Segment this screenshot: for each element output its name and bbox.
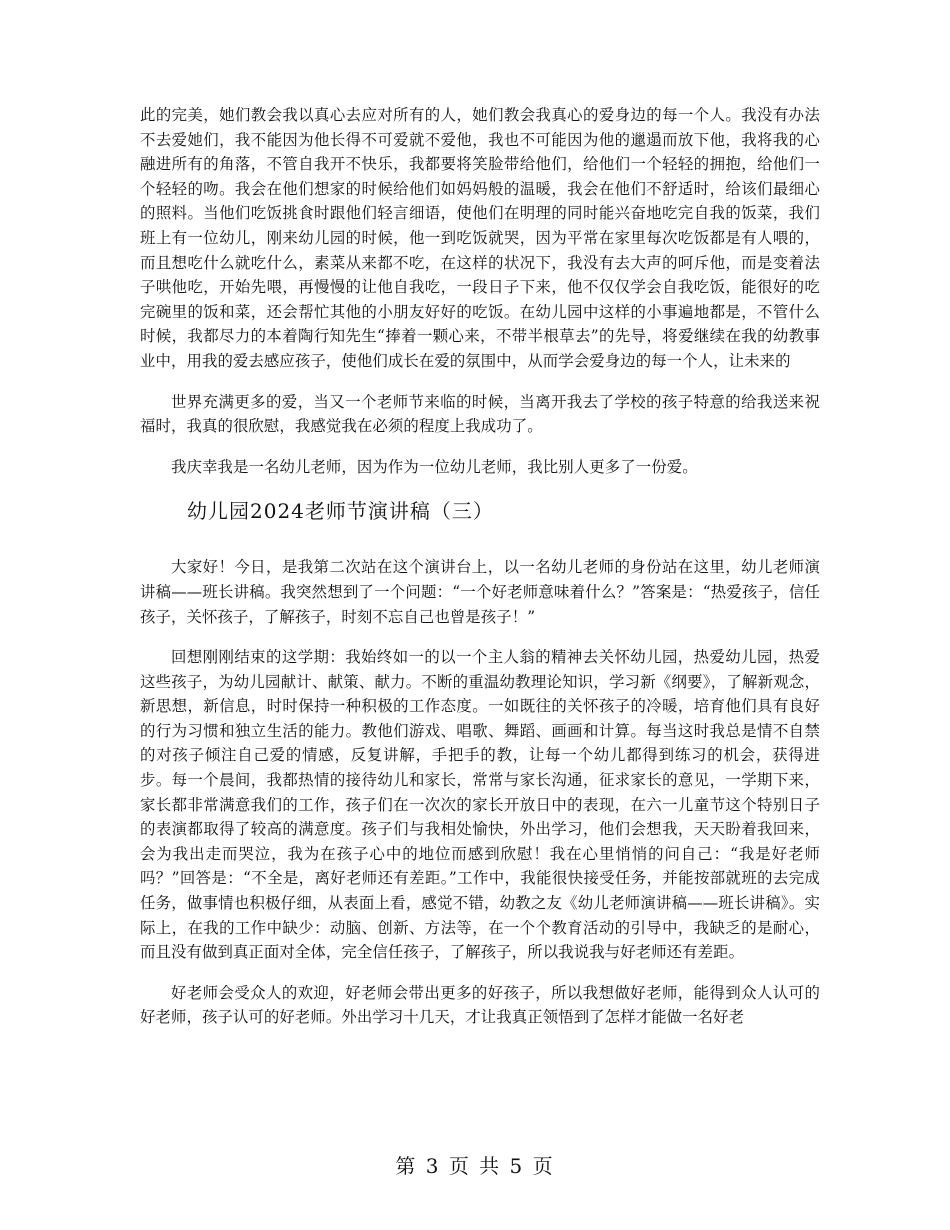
paragraph: 世界充满更多的爱，当又一个老师节来临的时候，当离开我去了学校的孩子特意的给我送来祝福时，我真的很欣慰，我感觉我在必须的程度上我成功了。 [140,392,820,436]
document-body [140,103,820,1046]
paragraph: 回想刚刚结束的这学期：我始终如一的以一个主人翁的精神去关怀幼儿园，热爱幼儿园，热爱这些孩子，为幼儿园献计、献策、献力。不断的重温幼教理论知识，学习新《纲要》，了解新观念，新思想，新信息，时时保持一种积极的工作态度。一如既往的关怀孩子的冷暖，培育他们具有良好的行为习惯和独立生活的能力。教他们游戏、唱歌、舞蹈、画画和计算。每当这时我总是情不自禁的对孩子倾注自己爱的情感，反复讲解，手把手的教，让每一个幼儿都得到练习的机会，获得进步。每一个晨间，我都热情的接待幼儿和家长，常常与家长沟通，征求家长的意见，一学期下来，家长都非常满意我们的工作，孩子们在一次次的家长开放日中的表现，在六一儿童节这个特别日子的表演都取得了较高的满意度。孩子们与我相处愉快，外出学习，他们会想我，天天盼着我回来，会为我出走而哭泣，我为在孩子心中的地位而感到欣慰！我在心里悄悄的问自己：“我是好老师吗？”回答是：“不全是，离好老师还有差距。”工作中，我能很快接受任务，并能按部就班的去完成任务，做事情也积极仔细，从表面上看，感觉不错，幼教之友《幼儿老师演讲稿——班长讲稿》。实际上，在我的工作中缺少：动脑、创新、方法等，在一个个教育活动的引导中，我缺乏的是耐心，而且没有做到真正面对全体，完全信任孩子，了解孩子，所以我说我与好老师还有差距。 [140,648,820,962]
paragraph: 大家好！今日，是我第二次站在这个演讲台上，以一名幼儿老师的身份站在这里，幼儿老师演讲稿——班长讲稿。我突然想到了一个问题：“一个好老师意味着什么？”答案是：“热爱孩子，信任孩子，关怀孩子，了解孩子，时刻不忘自己也曾是孩子！” [140,558,820,626]
paragraph: 此的完美，她们教会我以真心去应对所有的人，她们教会我真心的爱身边的每一个人。我没有办法不去爱她们，我不能因为他长得不可爱就不爱他，我也不可能因为他的邋遢而放下他，我将我的心融进所有的角落，不管自我开不快乐，我都要将笑脸带给他们，给他们一个轻轻的拥抱，给他们一个轻轻的吻。我会在他们想家的时候给他们如妈妈般的温暖，我会在他们不舒适时，给该们最细心的照料。当他们吃饭挑食时跟他们轻言细语，使他们在明理的同时能兴奋地吃完自我的饭菜，我们班上有一位幼儿，刚来幼儿园的时候，他一到吃饭就哭，因为平常在家里每次吃饭都是有人喂的，而且想吃什么就吃什么，素菜从来都不吃，在这样的状况下，我没有去大声的呵斥他，而是变着法子哄他吃，开始先喂，再慢慢的让他自我吃，一段日子下来，他不仅仅学会自我吃饭，能很好的吃完碗里的饭和菜，还会帮忙其他的小朋友好好的吃饭。在幼儿园中这样的小事遍地都是，不管什么时候，我都尽力的本着陶行知先生“捧着一颗心来，不带半根草去”的先导，将爱继续在我的幼教事业中，用我的爱去感应孩子，使他们成长在爱的氛围中，从而学会爱身边的每一个人，让未来的 [140,106,820,370]
section-heading: 幼儿园2024老师节演讲稿（三） [187,499,494,524]
page-number-footer: 第 3 页 共 5 页 [395,1154,555,1178]
paragraph: 我庆幸我是一名幼儿老师，因为作为一位幼儿老师，我比别人更多了一份爱。 [171,457,698,476]
paragraph: 好老师会受众人的欢迎，好老师会带出更多的好孩子，所以我想做好老师，能得到众人认可的好老师，孩子认可的好老师。外出学习十几天，才让我真正领悟到了怎样才能做一名好老 [140,983,820,1027]
